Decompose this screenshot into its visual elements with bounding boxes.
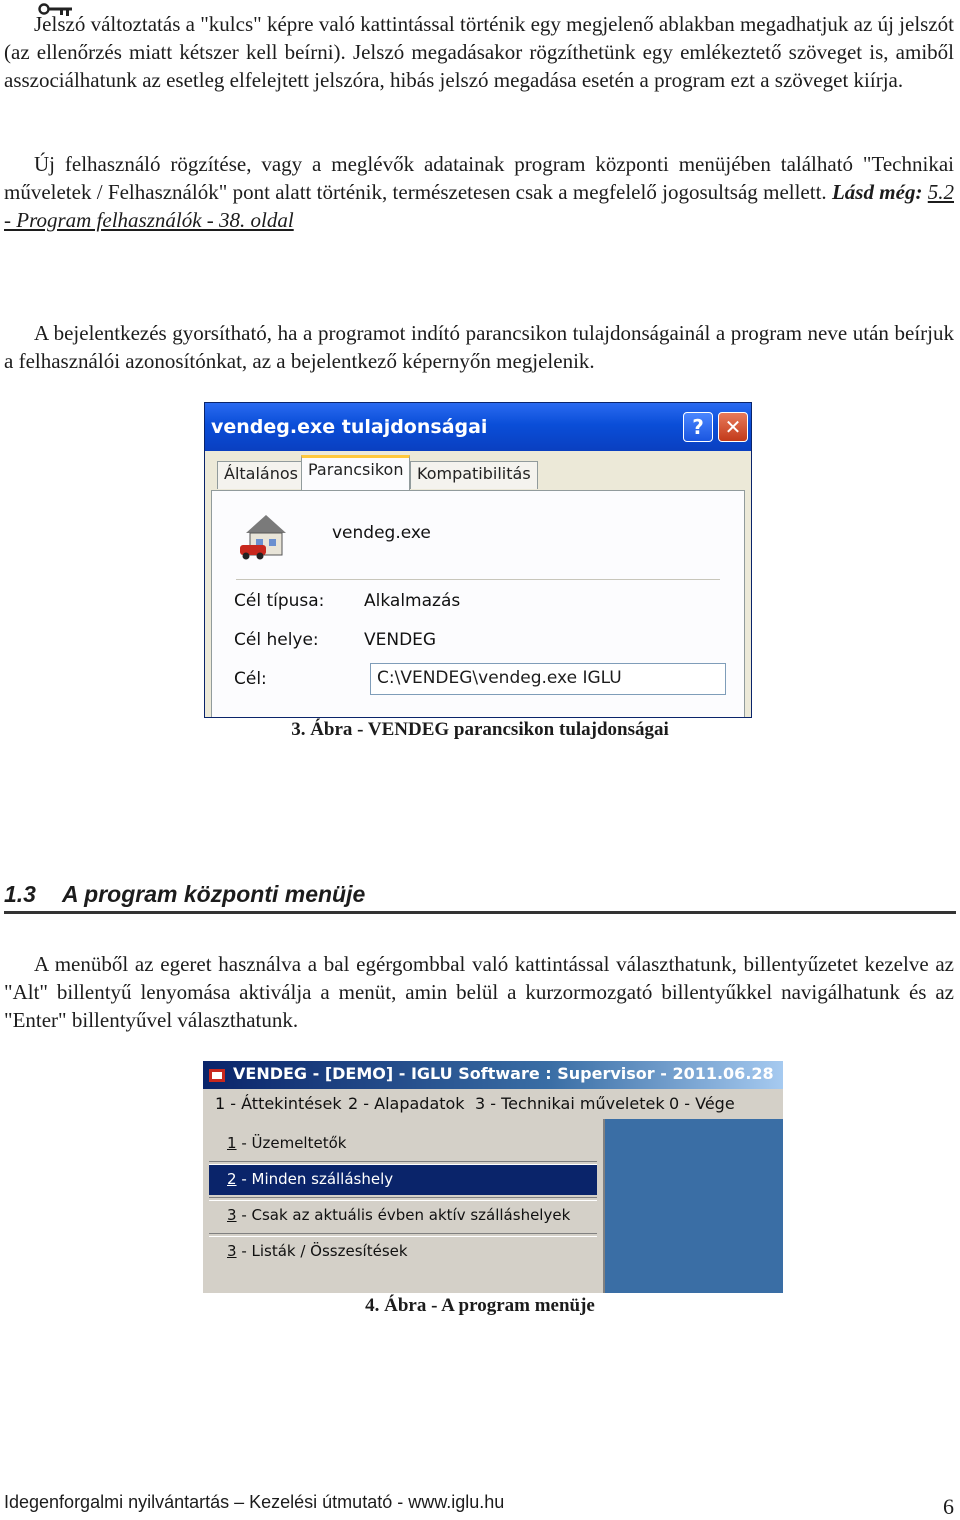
dropdown-item-active-accommodations[interactable] <box>209 1201 597 1231</box>
paragraph-password: Jelszó változtatás a "kulcs" képre való kattintással történik egy megjelenő ablakban megadhatjuk az új jelszót (az ellenőrzés miatt kétszer kell beírni). Jelszó megadásakor rögzíthetünk egy emlékeztető szöveget is, amiből asszociálhatunk az esetleg elfelejtett jelszóra, hibás jelszó megadása esetén a program ezt a szöveget kiírja. <box>4 12 954 92</box>
target-type-label: Cél típusa: <box>234 591 325 611</box>
see-also-label: Lásd még: <box>831 180 923 204</box>
properties-dialog <box>204 402 752 718</box>
app-window <box>203 1061 783 1293</box>
dropdown-item-label: - Csak az aktuális évben aktív szálláshelyek <box>236 1206 571 1224</box>
see-also-link[interactable]: 5.2 - Program felhasználók - 38. oldal <box>4 180 954 232</box>
tab-compatibility[interactable]: Kompatibilitás <box>410 461 538 489</box>
target-type-value: Alkalmazás <box>364 591 461 611</box>
target-location-label: Cél helye: <box>234 630 319 650</box>
tab-general[interactable]: Általános <box>217 461 305 489</box>
close-button[interactable]: ✕ <box>718 412 748 442</box>
section-title: A program központi menüje <box>62 881 366 907</box>
menu-base-data[interactable]: 2 - Alapadatok <box>348 1094 465 1113</box>
shortcut-panel <box>211 490 745 718</box>
menu-bar <box>203 1089 783 1119</box>
target-input[interactable]: C:\VENDEG\vendeg.exe IGLU <box>370 663 726 695</box>
dropdown-item-label: - Üzemeltetők <box>236 1134 347 1152</box>
section-number: 1.3 <box>4 881 36 907</box>
house-car-icon <box>238 509 294 563</box>
dialog-titlebar <box>205 403 751 451</box>
paragraph-new-user-text: Új felhasználó rögzítése, vagy a meglévők adatainak program központi menüjében található "Technikai műveletek / Felhasználók" pont alatt történik, természetesen csak a megfelelő jogosultság mellett. <box>4 152 954 204</box>
dropdown-item-lists[interactable] <box>209 1237 597 1267</box>
dialog-tabs <box>205 451 751 491</box>
section-heading <box>4 881 956 914</box>
separator <box>236 579 720 580</box>
app-name: vendeg.exe <box>332 523 431 543</box>
target-location-value: VENDEG <box>364 630 437 650</box>
figure-caption-3: 3. Ábra - VENDEG parancsikon tulajdonságai <box>291 719 669 740</box>
help-button[interactable]: ? <box>683 412 713 442</box>
paragraph-new-user <box>4 150 954 234</box>
page-footer: Idegenforgalmi nyilvántartás – Kezelési útmutató - www.iglu.hu <box>4 1492 505 1512</box>
paragraph-menu: A menüből az egeret használva a bal egérgombbal való kattintással választhatunk, billentyűzetet kezelve az "Alt" billentyű lenyomása aktiválja a menüt, amin belül a kurzormozgató billentyűkkel navigálhatunk és az "Enter" billentyűvel választhatunk. <box>4 952 954 1032</box>
dropdown-item-key: 1 <box>227 1134 237 1152</box>
app-icon <box>208 1066 226 1084</box>
figure-caption-4: 4. Ábra - A program menüje <box>365 1295 595 1316</box>
dropdown-item-key: 3 <box>227 1206 237 1224</box>
tab-shortcut[interactable]: Parancsikon <box>301 455 410 491</box>
dropdown-item-operators[interactable] <box>209 1129 597 1159</box>
dropdown-item-label: - Listák / Összesítések <box>236 1242 408 1260</box>
page-number: 6 <box>943 1494 954 1519</box>
menu-exit[interactable]: 0 - Vége <box>669 1094 735 1113</box>
app-titlebar <box>203 1061 783 1089</box>
menu-technical[interactable]: 3 - Technikai műveletek <box>475 1094 665 1113</box>
dropdown-item-label: - Minden szálláshely <box>236 1170 394 1188</box>
menu-overview[interactable]: 1 - Áttekintések <box>215 1094 342 1113</box>
target-label: Cél: <box>234 669 267 689</box>
dropdown-item-key: 2 <box>227 1170 237 1188</box>
paragraph-quick-login: A bejelentkezés gyorsítható, ha a programot indító parancsikon tulajdonságainál a program neve után beírjuk a felhasználói azonosítónkat, az a bejelentkező képernyőn megjelenik. <box>4 321 954 373</box>
app-title: VENDEG - [DEMO] - IGLU Software : Supervisor - 2011.06.28 <box>233 1064 774 1083</box>
dropdown-item-key: 3 <box>227 1242 237 1260</box>
dropdown-item-all-accommodations[interactable] <box>209 1165 597 1195</box>
dialog-title: vendeg.exe tulajdonságai <box>211 416 488 438</box>
dropdown-menu <box>203 1119 605 1293</box>
